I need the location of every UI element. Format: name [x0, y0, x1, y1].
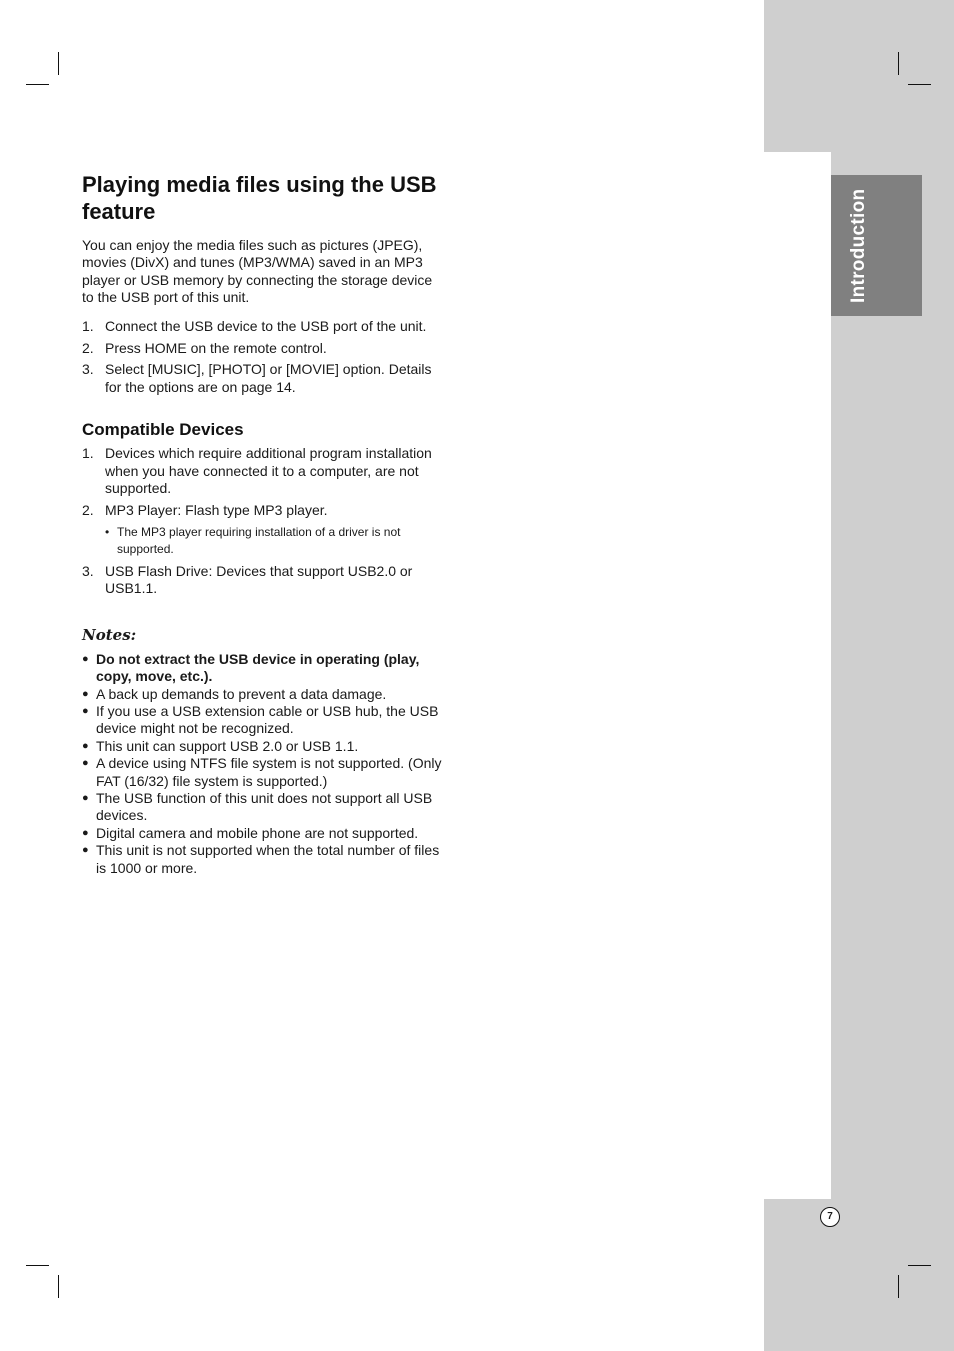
- item-number: 1.: [82, 317, 94, 334]
- list-item: [82, 563, 442, 598]
- bullet-icon: ●: [82, 652, 89, 665]
- crop-mark: [908, 84, 931, 85]
- note-text: A device using NTFS file system is not supported. (Only FAT (16/32) file system is supported.): [96, 755, 442, 789]
- steps-list: [82, 318, 442, 397]
- crop-mark: [898, 52, 899, 75]
- notes-list: [82, 651, 442, 877]
- bullet-icon: ●: [82, 739, 89, 752]
- item-text: MP3 Player: Flash type MP3 player.: [105, 501, 328, 518]
- margin-band-top: [764, 0, 954, 152]
- compatible-devices-list: [82, 445, 442, 597]
- item-number: 3.: [82, 361, 94, 378]
- item-number: 3.: [82, 562, 94, 579]
- page-number: 7: [820, 1207, 840, 1227]
- note-item: [82, 790, 442, 825]
- list-item: [82, 318, 442, 335]
- bullet-icon: ●: [82, 791, 89, 804]
- compatible-devices-heading: Compatible Devices: [82, 420, 244, 440]
- notes-heading: Notes:: [82, 625, 137, 644]
- item-number: 1.: [82, 445, 94, 462]
- item-text: Devices which require additional program installation when you have connected it to a computer, are not supported.: [105, 445, 432, 497]
- note-text: This unit can support USB 2.0 or USB 1.1.: [96, 737, 359, 754]
- list-item: [82, 502, 442, 558]
- note-text: Digital camera and mobile phone are not supported.: [96, 824, 419, 841]
- note-item: [82, 825, 442, 842]
- page-title: Playing media files using the USB feature: [82, 172, 437, 224]
- list-item: [82, 445, 442, 497]
- section-tab-label: Introduction: [848, 188, 869, 303]
- note-item: [82, 842, 442, 877]
- note-item: [82, 703, 442, 738]
- bullet-icon: ●: [82, 757, 89, 770]
- note-text: Do not extract the USB device in operating (play, copy, move, etc.).: [96, 650, 420, 685]
- bullet-icon: ●: [82, 826, 89, 839]
- sub-note-text: The MP3 player requiring installation of a driver is not supported.: [117, 525, 401, 557]
- note-item: [82, 755, 442, 790]
- margin-band-bottom: [764, 1199, 954, 1351]
- item-number: 2.: [82, 339, 94, 356]
- bullet-icon: ●: [82, 687, 89, 700]
- bullet-icon: ●: [82, 704, 89, 717]
- sub-note: [105, 524, 442, 558]
- note-text: A back up demands to prevent a data damage.: [96, 685, 387, 702]
- list-item: [82, 361, 442, 396]
- crop-mark: [908, 1265, 931, 1266]
- intro-paragraph: You can enjoy the media files such as pictures (JPEG), movies (DivX) and tunes (MP3/WMA) saved in an MP3 player or USB memory by connecting the storage device to the USB port of this unit.: [82, 237, 433, 306]
- item-text: Press HOME on the remote control.: [105, 339, 327, 356]
- crop-mark: [58, 52, 59, 75]
- note-text: This unit is not supported when the total number of files is 1000 or more.: [96, 842, 440, 876]
- note-item: [82, 651, 442, 686]
- section-tab: [831, 175, 922, 316]
- main-content: [82, 171, 442, 877]
- crop-mark: [58, 1275, 59, 1298]
- crop-mark: [26, 84, 49, 85]
- list-item: [82, 340, 442, 357]
- item-text: USB Flash Drive: Devices that support USB2.0 or USB1.1.: [105, 562, 413, 597]
- item-text: Select [MUSIC], [PHOTO] or [MOVIE] option. Details for the options are on page 14.: [105, 361, 432, 395]
- note-item: [82, 738, 442, 755]
- crop-mark: [898, 1275, 899, 1298]
- note-item: [82, 686, 442, 703]
- note-text: The USB function of this unit does not support all USB devices.: [96, 789, 433, 824]
- note-text: If you use a USB extension cable or USB hub, the USB device might not be recognized.: [96, 702, 439, 737]
- item-text: Connect the USB device to the USB port of the unit.: [105, 317, 427, 334]
- item-number: 2.: [82, 501, 94, 518]
- bullet-icon: •: [105, 525, 110, 540]
- crop-mark: [26, 1265, 49, 1266]
- bullet-icon: ●: [82, 844, 89, 857]
